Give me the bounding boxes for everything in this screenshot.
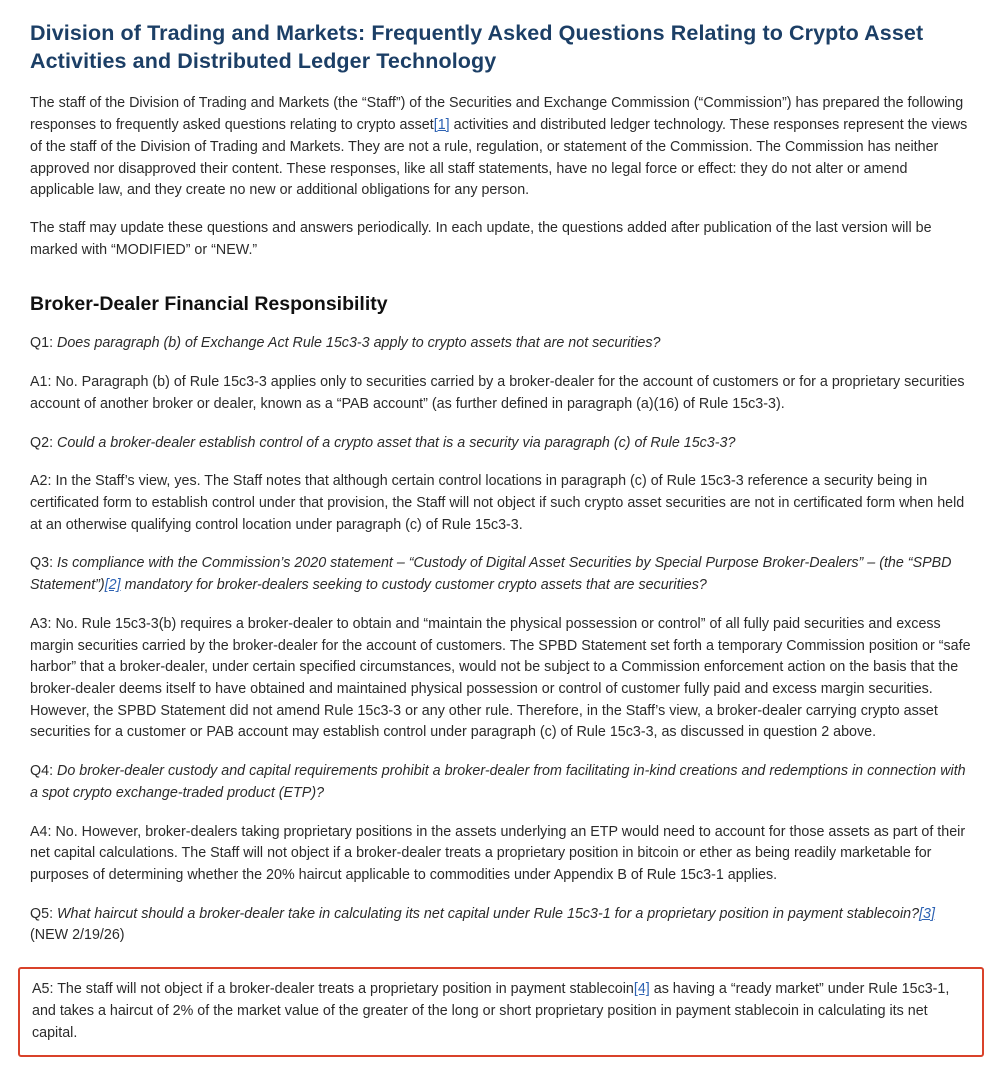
- qa-item-q5: [30, 904, 972, 947]
- qa-item-q2: [30, 433, 972, 455]
- a5-text-before: The staff will not object if a broker-dealer treats a proprietary position in payment stablecoin: [57, 981, 634, 998]
- footnote-link-2[interactable]: [2]: [104, 577, 121, 594]
- q3-text-after: mandatory for broker-dealers seeking to custody customer crypto assets that are securities?: [120, 577, 707, 594]
- q3-label: Q3:: [30, 555, 58, 572]
- intro-paragraph-1: [30, 93, 972, 202]
- q5-text-before: What haircut should a broker-dealer take in calculating its net capital under Rule 15c3-1 for a proprietary position in payment stablecoin?: [57, 905, 920, 922]
- a1-text: No. Paragraph (b) of Rule 15c3-3 applies only to securities carried by a broker-dealer for the account of customers or for a proprietary securities account of another broker or dealer, known as a “PAB account” (as further defined in paragraph (a)(16) of Rule 15c3-3).: [30, 374, 965, 412]
- footnote-link-1[interactable]: [1]: [433, 116, 450, 133]
- qa-item-a4: [30, 822, 972, 887]
- qa-item-q4: [30, 761, 972, 804]
- highlighted-answer-box: [18, 967, 984, 1057]
- q2-text: Could a broker-dealer establish control of a crypto asset that is a security via paragraph (c) of Rule 15c3-3?: [57, 434, 736, 451]
- intro-1-text-before: The staff of the Division of Trading and Markets (the “Staff”) of the Securities and Exchange Commission (“Commission”) has prepared the following responses to frequently asked questions relating to crypto asset: [30, 95, 964, 133]
- intro-paragraph-2: [30, 218, 972, 262]
- a2-text: In the Staff’s view, yes. The Staff notes that although certain control locations in paragraph (c) of Rule 15c3-3 reference a security being in certificated form to establish control under that provision, the Staff will not object if such crypto asset securities are not in certificated form when held at an otherwise qualifying control location under paragraph (c) of Rule 15c3-3.: [30, 473, 965, 533]
- intro-1-text-after: activities and distributed ledger technology. These responses represent the views of the staff of the Division of Trading and Markets. They are not a rule, regulation, or statement of the Commission. The Commission has neither approved nor disapproved their content. These responses, like all staff statements, have no legal force or effect: they do not alter or amend applicable law, and they create no new or additional obligations for any person.: [30, 116, 968, 199]
- a2-label: A2:: [30, 473, 56, 490]
- footnote-link-4[interactable]: [4]: [633, 981, 650, 998]
- qa-item-a1: [30, 372, 972, 415]
- qa-item-a2: [30, 471, 972, 536]
- qa-item-q1: [30, 333, 972, 355]
- q1-text: Does paragraph (b) of Exchange Act Rule 15c3-3 apply to crypto assets that are not securities?: [57, 335, 661, 352]
- q1-label: Q1:: [30, 335, 58, 352]
- section-heading: Broker-Dealer Financial Responsibility: [30, 293, 388, 316]
- a5-text-after: as having a “ready market” under Rule 15c3-1, and takes a haircut of 2% of the market value of the greater of the long or short proprietary position in payment stablecoin in calculating its net capital.: [32, 981, 950, 1041]
- qa-item-q3: [30, 553, 972, 596]
- q5-new-marker: (NEW 2/19/26): [30, 927, 125, 944]
- a3-label: A3:: [30, 615, 56, 632]
- qa-item-a5: [32, 979, 970, 1044]
- footnote-link-3[interactable]: [3]: [919, 905, 935, 922]
- q4-label: Q4:: [30, 763, 58, 780]
- intro-2-text: The staff may update these questions and answers periodically. In each update, the questions added after publication of the last version will be marked with “MODIFIED” or “NEW.”: [30, 220, 932, 259]
- qa-item-a3: [30, 614, 972, 744]
- a1-label: A1:: [30, 374, 56, 391]
- page-title: Division of Trading and Markets: Frequently Asked Questions Relating to Crypto Asset Activities and Distributed Ledger Technology: [30, 21, 924, 73]
- q4-text: Do broker-dealer custody and capital requirements prohibit a broker-dealer from facilitating in-kind creations and redemptions in connection with a spot crypto exchange-traded product (ETP)?: [30, 763, 966, 801]
- q5-label: Q5:: [30, 905, 58, 922]
- q3-text-before: Is compliance with the Commission’s 2020 statement – “Custody of Digital Asset Securities by Special Purpose Broker-Dealers” – (the “SPBD Statement”): [30, 555, 952, 594]
- q2-label: Q2:: [30, 434, 58, 451]
- a3-text: No. Rule 15c3-3(b) requires a broker-dealer to obtain and “maintain the physical possession or control” of all fully paid securities and excess margin securities carried by the broker-dealer for the account of customers. The SPBD Statement set forth a temporary Commission position or “safe harbor” that a broker-dealer, under certain specified circumstances, would not be subject to a Commission enforcement action on the basis that the broker-dealer deems itself to have obtained and maintained physical possession or control of customer fully paid and excess margin securities. However, the SPBD Statement did not amend Rule 15c3-3 or any other rule. Therefore, in the Staff’s view, a broker-dealer carrying crypto asset securities for a customer or PAB account may establish control under paragraph (c) of Rule 15c3-3, as discussed in question 2 above.: [30, 615, 971, 741]
- a4-text: No. However, broker-dealers taking proprietary positions in the assets underlying an ETP would need to account for those assets as part of their net capital calculations. The Staff will not object if a broker-dealer treats a proprietary position in bitcoin or ether as being readily marketable for purposes of determining whether the 20% haircut applicable to commodities under Appendix B of Rule 15c3-1 applies.: [30, 823, 966, 884]
- a4-label: A4:: [30, 823, 56, 840]
- a5-label: A5:: [32, 981, 58, 998]
